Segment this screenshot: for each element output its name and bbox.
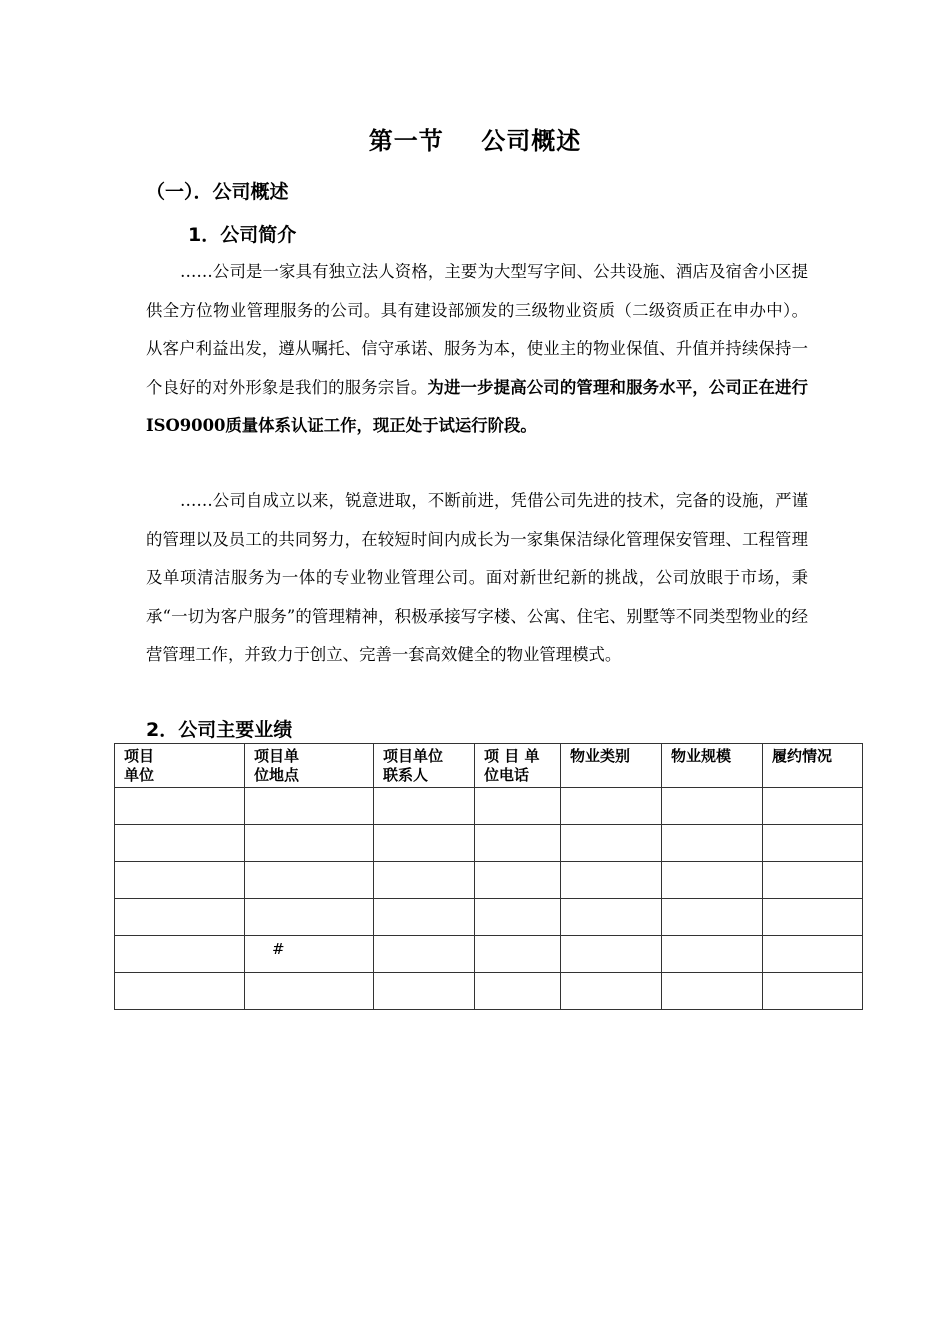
table-cell (115, 862, 245, 899)
table-cell (561, 788, 662, 825)
table-cell (115, 825, 245, 862)
table-cell (374, 862, 475, 899)
table-cell (374, 973, 475, 1010)
column-header-project-unit (115, 744, 245, 788)
subheading-company-intro: 1．公司简介 (188, 224, 297, 246)
table-cell (662, 936, 763, 973)
subheading-main-performance: 2．公司主要业绩 (146, 719, 293, 741)
column-header-label: 项目单位 联系人 (383, 747, 444, 784)
table-header-row (115, 744, 863, 788)
table-cell (763, 936, 863, 973)
table-cell (245, 973, 374, 1010)
table-cell (475, 788, 561, 825)
column-header-property-scale (662, 744, 763, 788)
performance-table (114, 743, 863, 1010)
column-header-unit-location (245, 744, 374, 788)
table-cell (561, 936, 662, 973)
intro-paragraph-1-text: ……公司是一家具有独立法人资格，主要为大型写字间、公共设施、酒店及宿舍小区提供全方位物业管理服务的公司。具有建设部颁发的三级物业资质（二级资质正在申办中）。从客户利益出发，遵从嘱托、信守承诺、服务为本，使业主的物业保值、升值并持续保持一个良好的对外形象是我们的服务宗旨。 (146, 262, 808, 397)
table-cell (245, 788, 374, 825)
table-cell (374, 788, 475, 825)
table-cell (561, 973, 662, 1010)
column-header-unit-contact (374, 744, 475, 788)
table-row (115, 788, 863, 825)
table-cell (763, 788, 863, 825)
page-title: 第一节 公司概述 (368, 127, 582, 155)
column-header-label: 物业类别 (570, 747, 631, 765)
table-cell (561, 899, 662, 936)
table-cell (245, 825, 374, 862)
section-heading-overview: （一）．公司概述 (146, 181, 289, 203)
table-row (115, 825, 863, 862)
column-header-label: 项目单 位地点 (254, 747, 300, 784)
table-cell (115, 936, 245, 973)
table-cell (475, 825, 561, 862)
column-header-label: 项 目 单 位电话 (484, 747, 540, 784)
table-cell (561, 862, 662, 899)
table-cell (245, 899, 374, 936)
column-header-unit-phone (475, 744, 561, 788)
table-cell (115, 788, 245, 825)
table-cell (245, 936, 374, 973)
table-cell (763, 899, 863, 936)
intro-paragraph-2: ……公司自成立以来，锐意进取，不断前进，凭借公司先进的技术，完备的设施，严谨的管理以及员工的共同努力，在较短时间内成长为一家集保洁绿化管理保安管理、工程管理及单项清洁服务为一体的专业物业管理公司。面对新世纪新的挑战，公司放眼于市场，秉承“一切为客户服务”的管理精神，积极承接写字楼、公寓、住宅、别墅等不同类型物业的经营管理工作，并致力于创立、完善一套高效健全的物业管理模式。 (146, 491, 808, 664)
table-cell (115, 973, 245, 1010)
table-cell (763, 973, 863, 1010)
table-cell (561, 825, 662, 862)
cell-text: # (272, 940, 285, 958)
table-cell (475, 936, 561, 973)
table-cell (475, 862, 561, 899)
table-cell (475, 973, 561, 1010)
column-header-label: 物业规模 (671, 747, 732, 765)
table-cell (374, 825, 475, 862)
column-header-label: 项目 单位 (124, 747, 155, 784)
column-header-label: 履约情况 (772, 747, 833, 765)
table-cell (374, 899, 475, 936)
table-row (115, 862, 863, 899)
table-cell (115, 899, 245, 936)
table-cell (662, 899, 763, 936)
table-cell (662, 862, 763, 899)
table-cell (763, 825, 863, 862)
column-header-property-type (561, 744, 662, 788)
table-row (115, 973, 863, 1010)
table-cell (662, 825, 763, 862)
intro-paragraph-1-bold-text: 为进一步提高公司的管理和服务水平，公司正在进行ISO9000质量体系认证工作，现正处于试运行阶段。 (146, 377, 809, 435)
table-cell (662, 973, 763, 1010)
table-cell (475, 899, 561, 936)
column-header-performance-status (763, 744, 863, 788)
table-cell (245, 862, 374, 899)
table-row (115, 899, 863, 936)
table-cell (662, 788, 763, 825)
table-row (115, 936, 863, 973)
intro-paragraph-1 (146, 253, 808, 446)
table-cell (763, 862, 863, 899)
table-cell (374, 936, 475, 973)
